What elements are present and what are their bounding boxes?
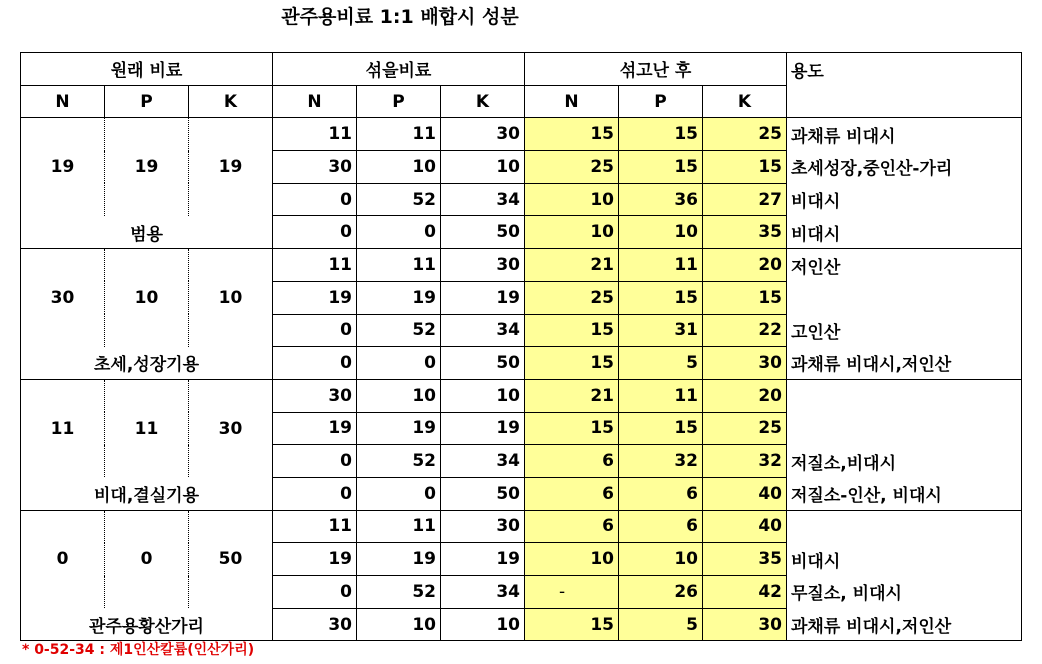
mix-k-value: 30 [441,510,525,543]
after-k-value: 20 [703,379,787,412]
mix-n-value: 0 [273,347,357,380]
group-name: 관주용황산가리 [21,608,273,641]
header-p: P [105,85,189,118]
mix-n-value: 0 [273,477,357,510]
after-p-value: 15 [619,151,703,184]
after-n-value: 10 [525,183,619,216]
mix-n-value: 0 [273,445,357,478]
usage-text: 과채류 비대시,저인산 [787,347,1022,380]
after-p-value: 36 [619,183,703,216]
mix-k-value: 30 [441,249,525,282]
after-k-value: 30 [703,347,787,380]
after-n-value: 10 [525,543,619,576]
usage-text: 과채류 비대시,저인산 [787,608,1022,641]
header-mix: 섞을비료 [273,53,525,86]
page-title: 관주용비료 1:1 배합시 성분 [281,6,519,28]
header-k: K [441,85,525,118]
mix-k-value: 10 [441,608,525,641]
after-p-value: 10 [619,216,703,249]
after-p-value: 6 [619,510,703,543]
after-n-value: 15 [525,608,619,641]
mix-p-value: 11 [357,118,441,151]
original-p-value: 19 [105,118,189,216]
header-after: 섞고난 후 [525,53,787,86]
after-n-value: 21 [525,379,619,412]
mix-n-value: 30 [273,379,357,412]
original-n-value: 30 [21,249,105,347]
mix-k-value: 10 [441,151,525,184]
after-k-value: 25 [703,412,787,445]
table-row [21,347,1022,380]
after-p-value: 15 [619,118,703,151]
mix-p-value: 52 [357,445,441,478]
after-p-value: 10 [619,543,703,576]
mix-p-value: 19 [357,412,441,445]
original-k-value: 19 [189,118,273,216]
usage-text [787,379,1022,412]
after-n-value: 25 [525,281,619,314]
original-n-value: 11 [21,379,105,477]
mix-p-value: 19 [357,543,441,576]
header-k: K [703,85,787,118]
mix-k-value: 50 [441,477,525,510]
usage-text: 저질소-인산, 비대시 [787,477,1022,510]
header-use: 용도 [787,53,1022,118]
after-p-value: 11 [619,379,703,412]
after-p-value: 31 [619,314,703,347]
mix-k-value: 34 [441,576,525,609]
after-k-value: 40 [703,510,787,543]
original-n-value: 0 [21,510,105,608]
after-p-value: 15 [619,412,703,445]
mix-k-value: 19 [441,281,525,314]
mix-n-value: 0 [273,576,357,609]
mix-p-value: 52 [357,314,441,347]
fertilizer-mix-table [20,52,1022,641]
usage-text [787,412,1022,445]
header-n: N [273,85,357,118]
mix-k-value: 34 [441,314,525,347]
usage-text: 초세성장,중인산-가리 [787,151,1022,184]
usage-text: 비대시 [787,543,1022,576]
original-p-value: 11 [105,379,189,477]
mix-n-value: 30 [273,151,357,184]
mix-n-value: 11 [273,249,357,282]
header-p: P [619,85,703,118]
mix-k-value: 10 [441,379,525,412]
after-k-value: 32 [703,445,787,478]
after-n-value: 6 [525,445,619,478]
mix-k-value: 34 [441,445,525,478]
table-row [21,510,1022,543]
after-n-value: 15 [525,314,619,347]
mix-n-value: 0 [273,314,357,347]
after-k-value: 25 [703,118,787,151]
original-p-value: 0 [105,510,189,608]
footnote: * 0-52-34 : 제1인산칼륨(인산가리) [22,642,255,658]
after-n-value: 6 [525,510,619,543]
after-k-value: 35 [703,543,787,576]
mix-p-value: 0 [357,347,441,380]
after-k-value: 15 [703,151,787,184]
after-n-value: - [525,576,619,609]
after-k-value: 22 [703,314,787,347]
mix-p-value: 11 [357,249,441,282]
original-n-value: 19 [21,118,105,216]
mix-n-value: 0 [273,183,357,216]
after-k-value: 27 [703,183,787,216]
header-n: N [525,85,619,118]
mix-n-value: 19 [273,281,357,314]
after-p-value: 5 [619,347,703,380]
usage-text: 저질소,비대시 [787,445,1022,478]
usage-text: 비대시 [787,216,1022,249]
header-original: 원래 비료 [21,53,273,86]
after-n-value: 10 [525,216,619,249]
after-n-value: 15 [525,118,619,151]
group-name: 초세,성장기용 [21,347,273,380]
mix-n-value: 19 [273,543,357,576]
mix-k-value: 19 [441,412,525,445]
mix-p-value: 52 [357,576,441,609]
mix-p-value: 10 [357,379,441,412]
table-row [21,379,1022,412]
usage-text [787,510,1022,543]
mix-k-value: 50 [441,347,525,380]
mix-p-value: 0 [357,477,441,510]
table-row [21,216,1022,249]
table-row [21,608,1022,641]
usage-text: 무질소, 비대시 [787,576,1022,609]
header-k: K [189,85,273,118]
table-row [21,477,1022,510]
after-k-value: 42 [703,576,787,609]
mix-p-value: 11 [357,510,441,543]
mix-n-value: 0 [273,216,357,249]
group-name: 범용 [21,216,273,249]
group-name: 비대,결실기용 [21,477,273,510]
mix-n-value: 11 [273,118,357,151]
mix-k-value: 50 [441,216,525,249]
after-k-value: 40 [703,477,787,510]
mix-k-value: 30 [441,118,525,151]
after-n-value: 15 [525,412,619,445]
mix-p-value: 52 [357,183,441,216]
after-n-value: 25 [525,151,619,184]
after-n-value: 6 [525,477,619,510]
after-n-value: 15 [525,347,619,380]
header-row-1 [21,53,1022,86]
original-k-value: 30 [189,379,273,477]
after-k-value: 35 [703,216,787,249]
table-row [21,249,1022,282]
after-p-value: 26 [619,576,703,609]
original-k-value: 10 [189,249,273,347]
mix-p-value: 19 [357,281,441,314]
usage-text [787,281,1022,314]
after-p-value: 6 [619,477,703,510]
usage-text: 저인산 [787,249,1022,282]
original-p-value: 10 [105,249,189,347]
after-k-value: 20 [703,249,787,282]
usage-text: 고인산 [787,314,1022,347]
mix-k-value: 34 [441,183,525,216]
after-p-value: 11 [619,249,703,282]
mix-n-value: 11 [273,510,357,543]
after-p-value: 32 [619,445,703,478]
mix-n-value: 19 [273,412,357,445]
mix-p-value: 0 [357,216,441,249]
after-k-value: 15 [703,281,787,314]
header-n: N [21,85,105,118]
after-n-value: 21 [525,249,619,282]
usage-text: 과채류 비대시 [787,118,1022,151]
after-p-value: 5 [619,608,703,641]
original-k-value: 50 [189,510,273,608]
usage-text: 비대시 [787,183,1022,216]
mix-p-value: 10 [357,608,441,641]
table-row [21,118,1022,151]
mix-n-value: 30 [273,608,357,641]
mix-p-value: 10 [357,151,441,184]
mix-k-value: 19 [441,543,525,576]
header-p: P [357,85,441,118]
after-p-value: 15 [619,281,703,314]
after-k-value: 30 [703,608,787,641]
